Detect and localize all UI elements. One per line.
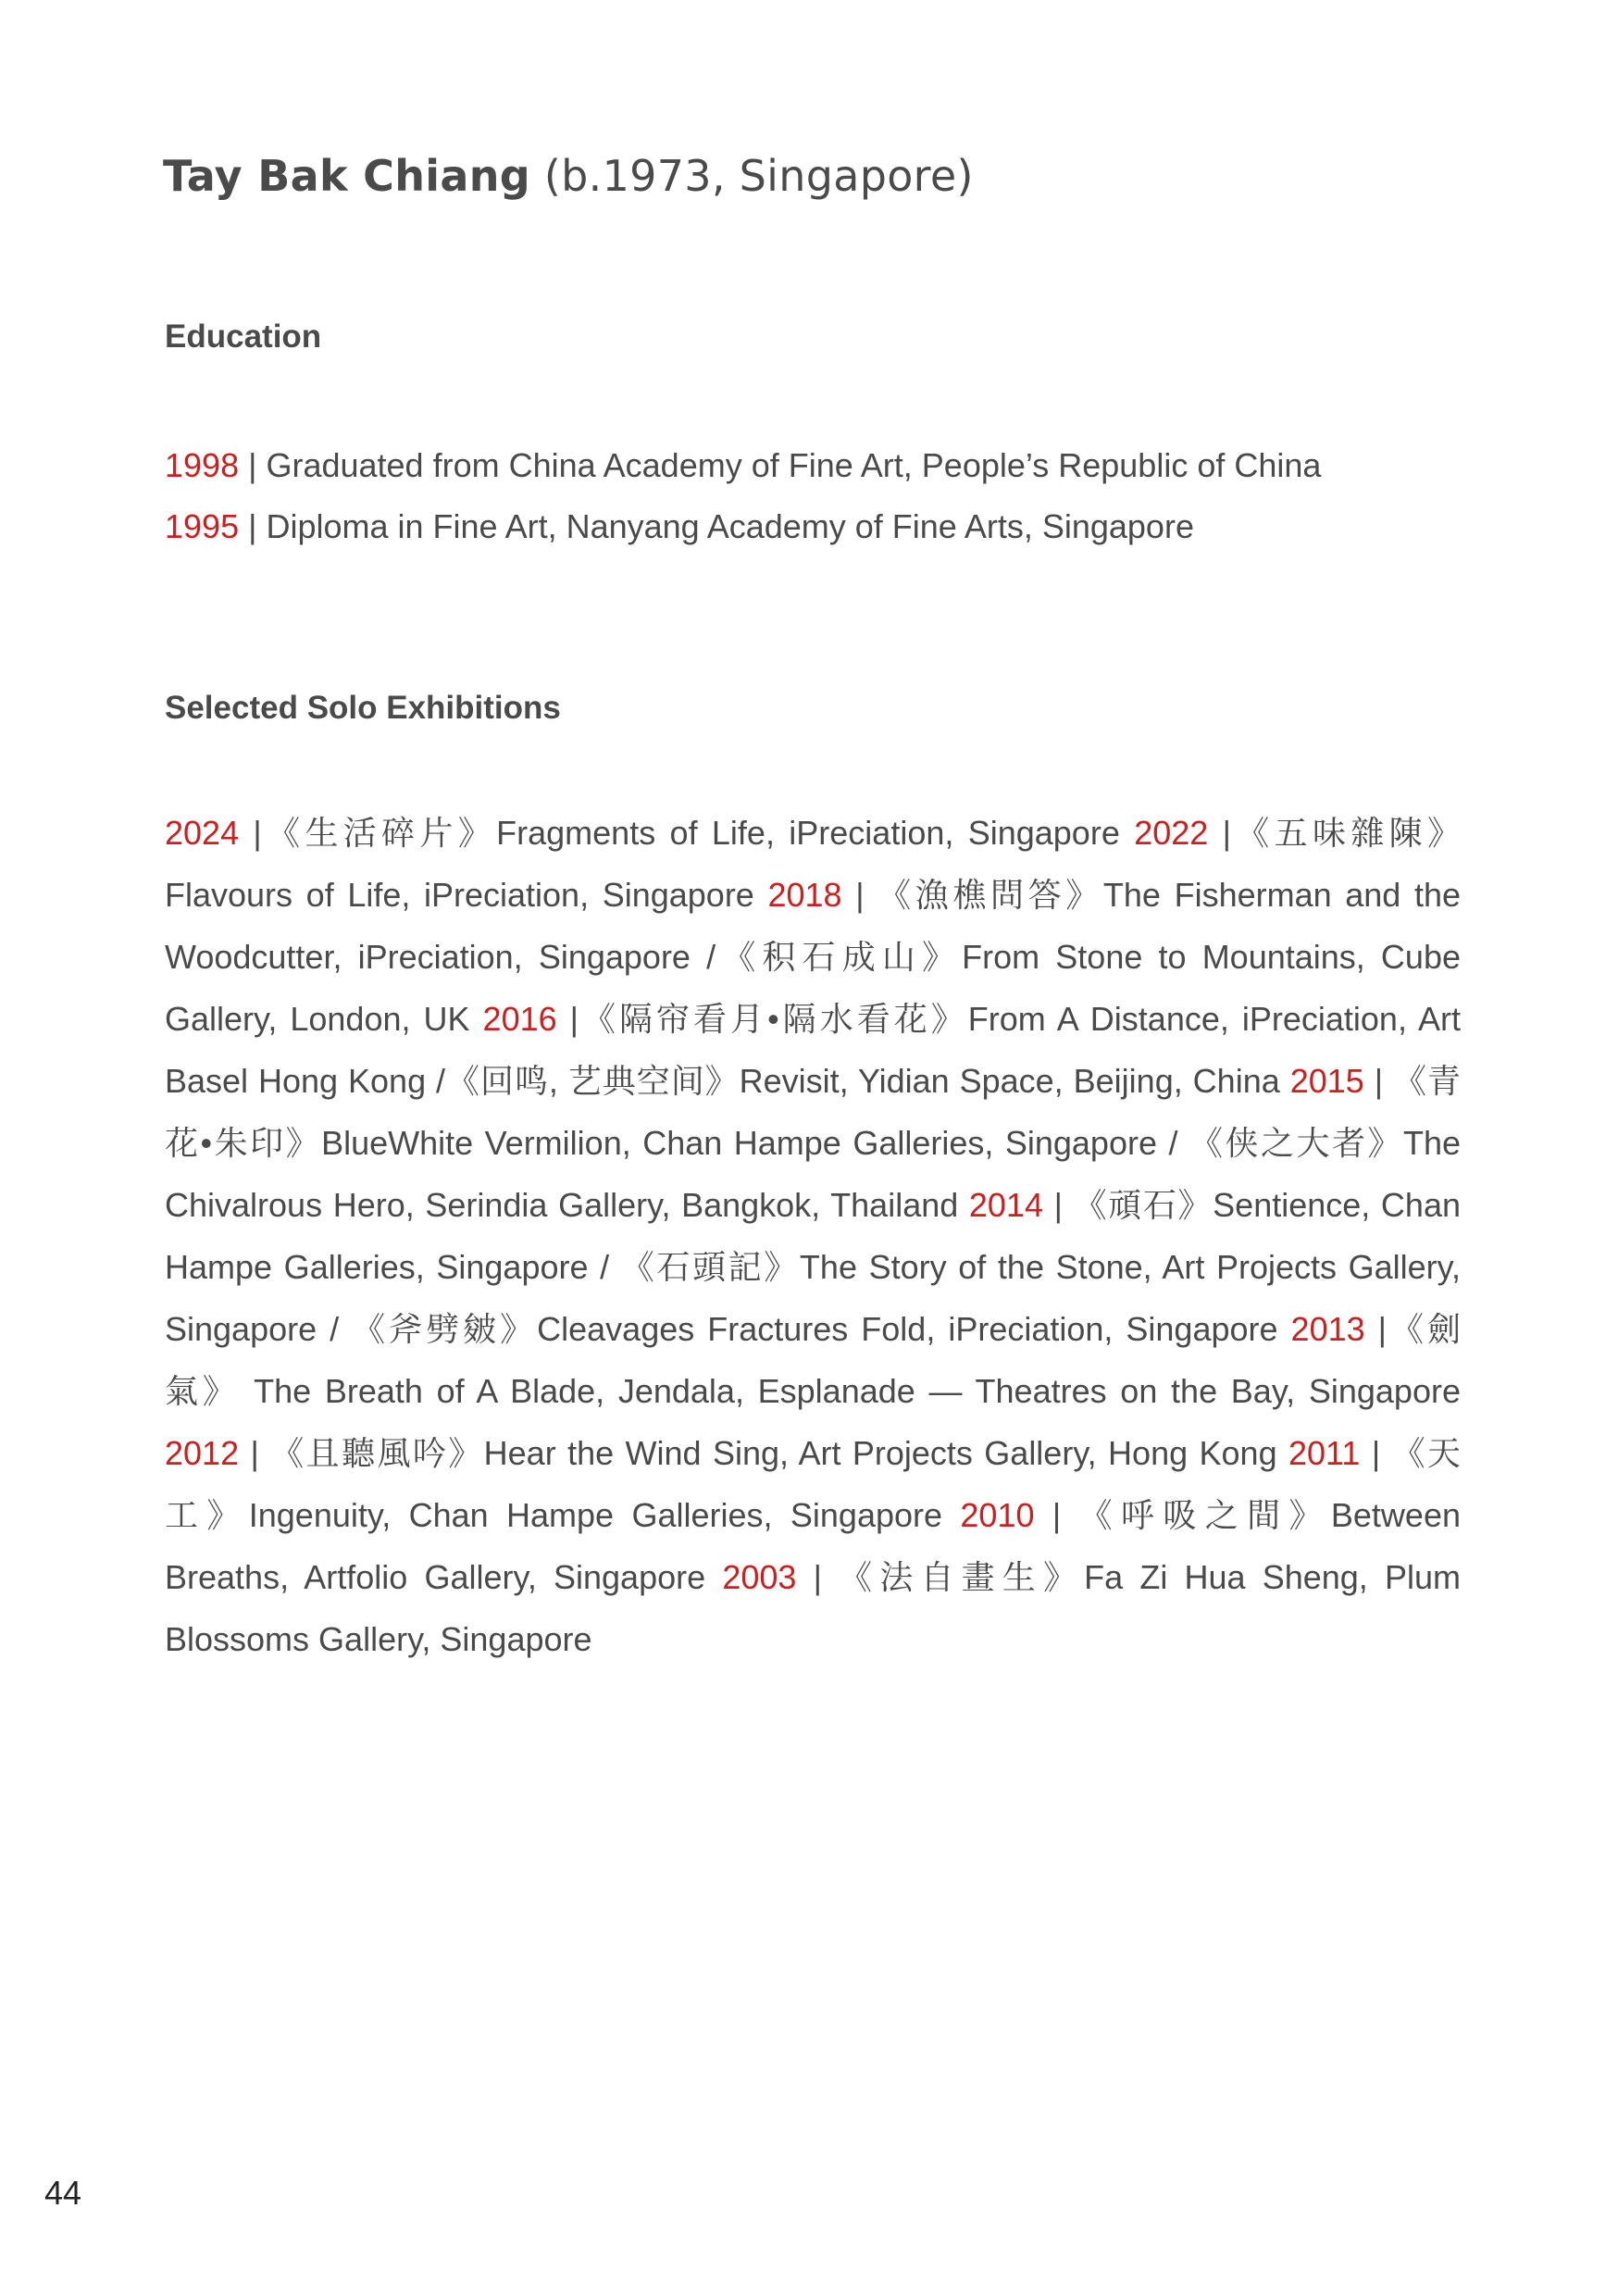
exhibition-year: 2022	[1134, 814, 1209, 852]
exhibition-text: | 《天工》Ingenuity, Chan Hampe Galleries, Singapore	[165, 1434, 1461, 1534]
exhibition-year: 2015	[1289, 1062, 1364, 1100]
education-text: | Graduated from China Academy of Fine Art, People’s Republic of China	[239, 446, 1322, 484]
education-text: | Diploma in Fine Art, Nanyang Academy of Fine Arts, Singapore	[239, 507, 1194, 545]
education-year: 1995	[165, 507, 240, 545]
artist-name: Tay Bak Chiang	[163, 151, 530, 201]
exhibition-year: 2016	[482, 1000, 557, 1038]
exhibition-year: 2010	[960, 1496, 1035, 1534]
exhibition-text: |《隔帘看月•隔水看花》From A Distance, iPreciation, Art Basel Hong Kong /《回鸣, 艺典空间》Revisit, Yidian Space, Beijing, China	[165, 1000, 1461, 1100]
education-item	[165, 496, 1321, 557]
artist-details: (b.1973, Singapore)	[529, 151, 974, 201]
education-item	[165, 435, 1321, 496]
page-number: 44	[44, 2174, 82, 2212]
exhibition-year: 2011	[1288, 1434, 1361, 1472]
exhibition-text: |《五味雜陳》Flavours of Life, iPreciation, Singapore	[165, 814, 1461, 914]
exhibition-text: | 《青花•朱印》BlueWhite Vermilion, Chan Hampe Galleries, Singapore / 《侠之大者》The Chivalrous Hero, Serindia Gallery, Bangkok, Thailand	[165, 1062, 1461, 1224]
exhibition-text: | 《法自畫生》Fa Zi Hua Sheng, Plum Blossoms Gallery, Singapore	[165, 1558, 1461, 1658]
exhibition-text: | 《漁樵問答》The Fisherman and the Woodcutter, iPreciation, Singapore /《积石成山》From Stone to Mountains, Cube Gallery, London, UK	[165, 876, 1461, 1038]
exhibition-year: 2018	[767, 876, 842, 914]
solo-exhibitions-heading: Selected Solo Exhibitions	[165, 690, 561, 726]
exhibition-text: | 《呼吸之間》Between Breaths, Artfolio Gallery, Singapore	[165, 1496, 1461, 1596]
exhibition-year: 2014	[968, 1186, 1043, 1224]
education-list	[165, 435, 1321, 557]
exhibition-year: 2013	[1290, 1310, 1365, 1348]
exhibition-text: | 《且聽風吟》Hear the Wind Sing, Art Projects Gallery, Hong Kong	[239, 1434, 1288, 1472]
exhibition-year: 2003	[722, 1558, 797, 1596]
exhibition-text: | 《頑石》Sentience, Chan Hampe Galleries, Singapore / 《石頭記》The Story of the Stone, Art Projects Gallery, Singapore / 《斧劈皴》Cleavages Fractures Fold, iPreciation, Singapore	[165, 1186, 1461, 1348]
exhibition-text: |《生活碎片》Fragments of Life, iPreciation, Singapore	[239, 814, 1135, 852]
page-title	[163, 151, 974, 201]
exhibition-year: 2012	[165, 1434, 240, 1472]
education-heading: Education	[165, 318, 322, 355]
exhibition-year: 2024	[165, 814, 240, 852]
exhibition-text: |《劍氣》 The Breath of A Blade, Jendala, Esplanade — Theatres on the Bay, Singapore	[165, 1310, 1461, 1410]
solo-exhibitions-paragraph	[165, 802, 1461, 1670]
education-year: 1998	[165, 446, 240, 484]
